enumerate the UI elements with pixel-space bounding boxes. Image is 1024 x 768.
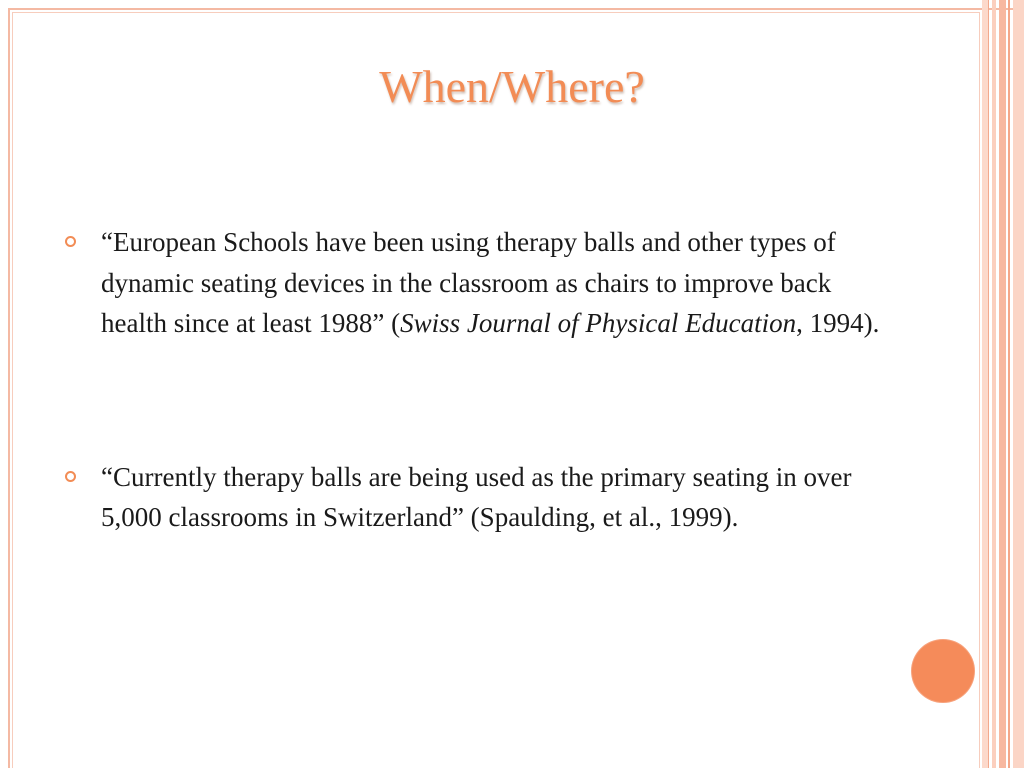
decorative-stripe [1013, 0, 1024, 768]
decorative-stripe [992, 0, 996, 768]
hollow-circle-bullet-icon [65, 236, 76, 247]
hollow-circle-bullet-icon [65, 471, 76, 482]
decorative-stripe [999, 0, 1006, 768]
bullet-text: “Currently therapy balls are being used as the primary seating in over 5,000 classrooms in Switzerland” (Spaulding, et al., 1999). [101, 461, 852, 532]
slide-title: When/Where? [379, 61, 645, 112]
bullet-item [62, 457, 882, 538]
decorative-stripe [988, 0, 989, 768]
decorative-stripe [1008, 0, 1010, 768]
bullet-list [62, 222, 882, 538]
bullet-item [62, 222, 882, 344]
bullet-text: “European Schools have been using therapy balls and other types of dynamic seating devices in the classroom as chairs to improve back health since at least 1988” (Swiss Journal of Physical Education, 1994). [101, 227, 880, 338]
journal-title: Swiss Journal of Physical Education [400, 308, 797, 338]
decorative-circle-icon [912, 640, 974, 702]
